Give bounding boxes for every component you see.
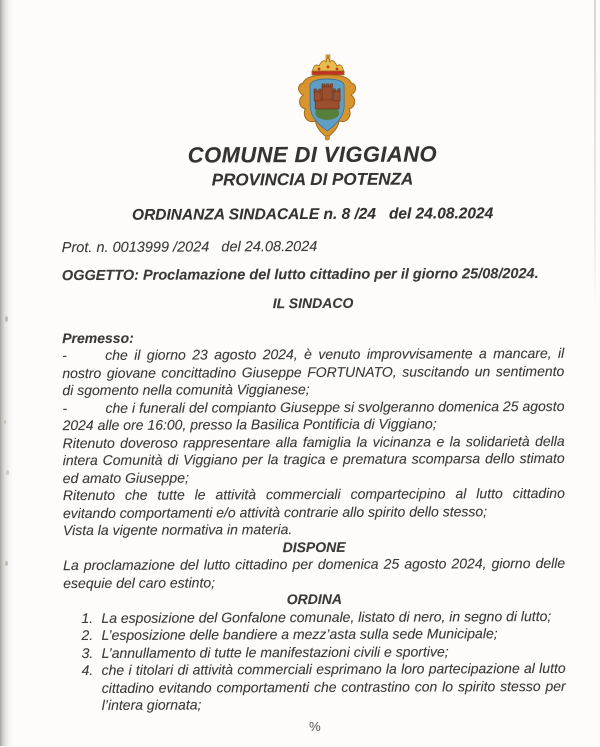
page-title: COMUNE DI VIGGIANO <box>187 141 438 168</box>
municipal-coat-of-arms <box>293 53 361 143</box>
order-item <box>82 660 566 715</box>
province-subtitle: PROVINCIA DI POTENZA <box>211 169 414 190</box>
premise-item <box>62 397 564 434</box>
ordina-heading: ORDINA <box>286 590 342 608</box>
premise-label: Premesso: <box>62 329 134 346</box>
protocol-line: Prot. n. 0013999 /2024 del 24.08.2024 <box>61 238 318 257</box>
premise-item <box>62 345 564 400</box>
order-text: L’esposizione delle bandiere a mezz’asta sulla sede Municipale; <box>101 625 498 643</box>
ordinance-title: ORDINANZA SINDACALE n. 8 /24 del 24.08.2024 <box>131 205 494 224</box>
order-text: che i titolari di attività commerciali esprimano la loro partecipazione al lutto cittadino evitando comportamenti che contrastino con lo spirito stesso per l’intera giornata; <box>101 659 566 713</box>
clause-paragraph: Vista la vigente normativa in materia. <box>62 521 293 539</box>
scan-speck <box>6 470 9 475</box>
order-item <box>81 625 565 645</box>
coat-of-arms-icon <box>293 53 361 143</box>
scan-speck <box>5 561 8 566</box>
premise-bullet: - <box>62 399 68 416</box>
order-number: 3. <box>81 644 94 661</box>
scan-speck <box>5 316 8 322</box>
issuer-heading: IL SINDACO <box>272 294 354 312</box>
scan-right-edge <box>594 0 596 310</box>
order-text: L’annullamento di tutte le manifestazioni civili e sportive; <box>101 642 449 661</box>
scan-left-edge <box>0 0 13 746</box>
scan-speck <box>4 420 6 424</box>
premise-text: che il giorno 23 agosto 2024, è venuto improvvisamente a mancare, il nostro giovane concittadino Giuseppe FORTUNATO, suscitando un sentimento di sgomento nella comunità Viggianese; <box>62 344 565 399</box>
order-number: 1. <box>81 609 94 626</box>
premise-bullet: - <box>62 347 67 364</box>
order-item <box>82 642 566 662</box>
order-number: 2. <box>81 626 94 644</box>
premise-text: che i funerali del compianto Giuseppe si svolgeranno domenica 25 agosto 2024 alle ore 16:00, presso la Basilica Pontificia di Viggiano; <box>62 397 565 434</box>
crown <box>312 55 344 75</box>
dispone-text: La proclamazione del lutto cittadino per domenica 25 agosto 2024, giorno delle esequie del caro estinto; <box>63 554 566 591</box>
subject-line: OGGETTO: Proclamazione del lutto cittadino per il giorno 25/08/2024. <box>61 266 539 285</box>
clause-paragraph: Ritenuto doveroso rappresentare alla famiglia la vicinanza e la solidarietà della intera Comunità di Viggiano per la tragica e prematura scomparsa dello stimato ed amato Giuseppe; <box>62 432 565 486</box>
order-number: 4. <box>81 661 94 679</box>
order-item <box>81 607 565 627</box>
dispone-heading: DISPONE <box>282 538 346 555</box>
page-mark: % <box>309 718 321 734</box>
clause-paragraph: Ritenuto che tutte le attività commerciali compartecipino al lutto cittadino evitando comportamenti e/o attività contrarie allo spirito dello stesso; <box>62 484 565 521</box>
order-list <box>63 607 565 714</box>
document-page <box>61 0 566 747</box>
order-text: La esposizione del Gonfalone comunale, listato di nero, in segno di lutto; <box>101 607 552 626</box>
